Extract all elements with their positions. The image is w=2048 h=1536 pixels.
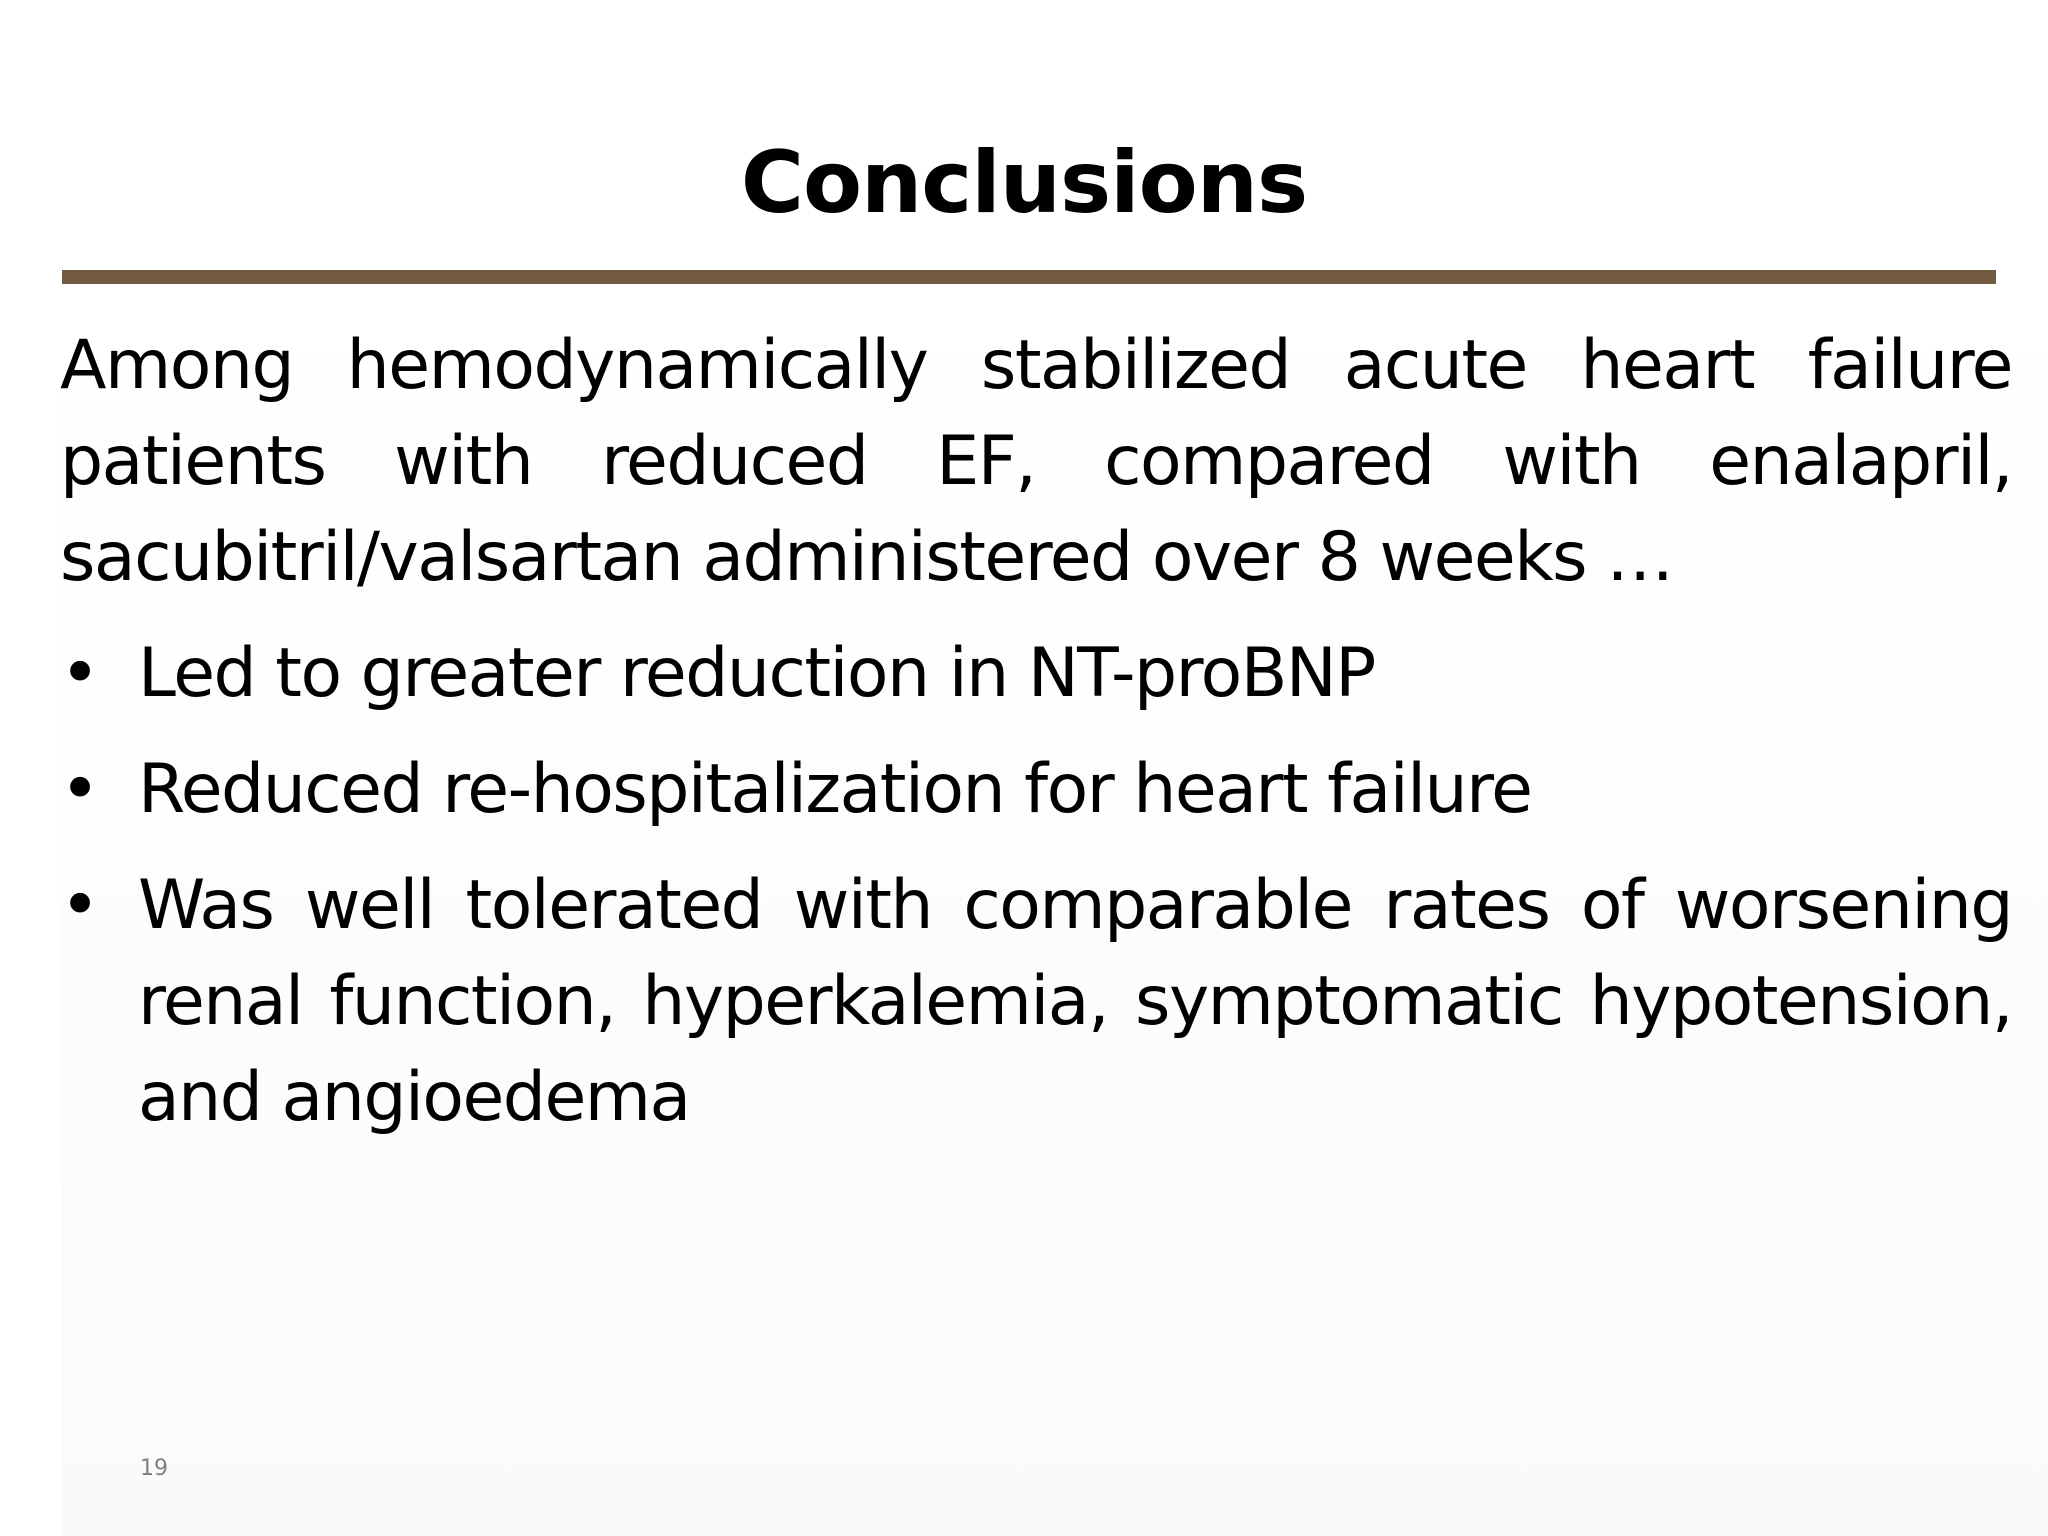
intro-paragraph: Among hemodynamically stabilized acute heart failure patients with reduced EF, compared with enalapril, sacubitril/valsartan administered over 8 weeks …	[60, 326, 2012, 597]
bullet-item	[60, 742, 2012, 838]
bullet-icon: •	[60, 634, 99, 713]
page-number: 19	[140, 1456, 168, 1481]
bullet-item	[60, 858, 2012, 1146]
title-divider	[62, 270, 1996, 284]
bullet-list	[60, 626, 2012, 1146]
slide-title: Conclusions	[740, 133, 1308, 233]
bullet-text: Reduced re-hospitalization for heart failure	[138, 750, 1532, 829]
bullet-icon: •	[60, 750, 99, 829]
bullet-text: Was well tolerated with comparable rates of worsening renal function, hyperkalemia, symptomatic hypotension, and angioedema	[138, 866, 2012, 1137]
bullet-icon: •	[60, 866, 99, 945]
slide-body	[60, 318, 2012, 1146]
bullet-item	[60, 626, 2012, 722]
bullet-text: Led to greater reduction in NT-proBNP	[138, 634, 1375, 713]
